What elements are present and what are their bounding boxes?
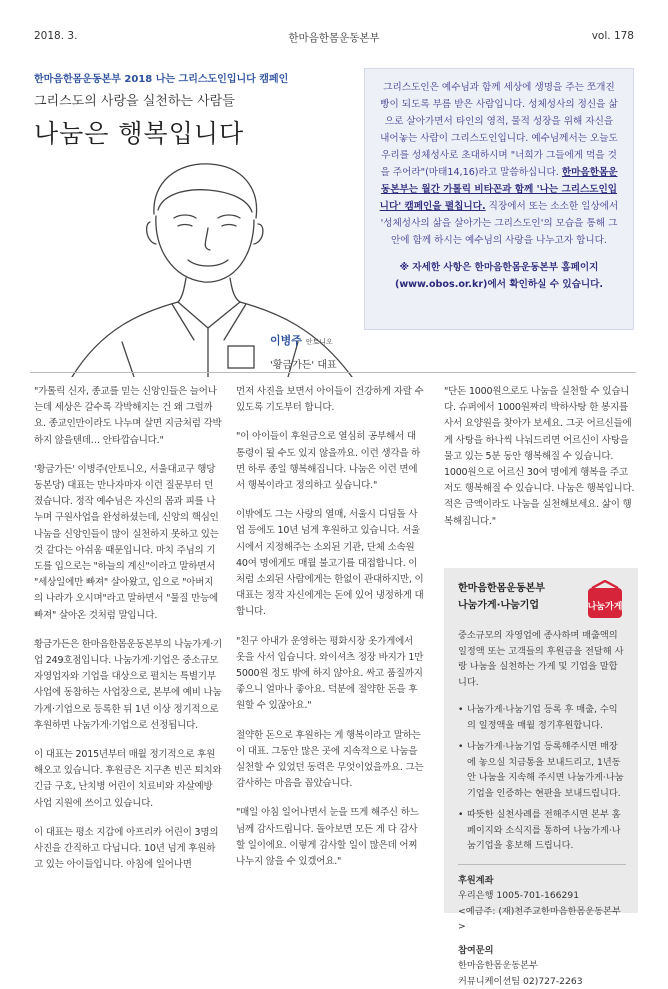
paragraph: 이 대표는 2015년부터 매월 정기적으로 후원해오고 있습니다. 후원금은 지구촌 빈곤 퇴치와 긴급 구호, 난치병 어린이 치료비와 자살예방 사업 지원에 쓰이고 있습니다. [34, 747, 222, 812]
campaign-intro-box [364, 68, 634, 330]
logo-label: 나눔가게 [588, 600, 623, 612]
article-title: 나눔은 행복입니다 [34, 114, 244, 150]
issue-date: 2018. 3. [34, 30, 77, 42]
account-number: 우리은행 1005-701-166291 [458, 888, 626, 904]
issue-volume: vol. 178 [592, 30, 634, 42]
article-subtitle: 그리스도의 사랑을 실천하는 사람들 [34, 90, 235, 109]
header-org: 한마음한몸운동본부 [0, 30, 668, 45]
intro-text: 그리스도인은 예수님과 함께 세상에 생명을 주는 쪼개진 빵이 되도록 부름 받은 사람입니다. 성체성사의 정신을 삶으로 살아가면서 타인의 영적, 물적 성장을 위해 자신을 내어놓는 사람이 그리스도인입니다. 예수님께서는 오늘도 우리를 성체성사로 초대하시며 "너희가 그들에게 먹을 것을 주어라"(마태14,16)라고 말씀하십니다. [380, 82, 618, 178]
paragraph: 이 대표는 평소 지갑에 아프리카 어린이 3명의 사진을 간직하고 다닙니다. 10년 넘게 후원하고 있는 아이들입니다. 아침에 일어나면 [34, 825, 222, 874]
person-name: 이병주 [270, 334, 302, 347]
intro-note: ※ 자세한 사항은 한마음한몸운동본부 홈페이지(www.obos.or.kr)에서 확인하실 수 있습니다. [379, 259, 619, 293]
paragraph: "이 아이들이 후원금으로 열심히 공부해서 대통령이 될 수도 있지 않을까요. 이런 생각을 하면 하루 종일 행복해집니다. 나눔은 이런 면에서 행복이라고 정의하고 싶습니다." [236, 429, 424, 494]
paragraph: 먼저 사진을 보면서 아이들이 건강하게 자랄 수 있도록 기도부터 합니다. [236, 384, 424, 416]
sharing-store-logo-icon [586, 580, 624, 620]
paragraph: 절약한 돈으로 후원하는 게 행복이라고 말하는 이 대표. 그동안 많은 곳에 지속적으로 나눔을 실천할 수 있었던 동력은 무엇이었을까요. 그는 감사하는 마음을 꼽았습니다. [236, 728, 424, 793]
infobox-description: 중소규모의 자영업에 종사하며 매출액의 일정액 또는 고객들의 후원금을 전달해 사랑 나눔을 실천하는 가게 및 기업을 말합니다. [458, 628, 626, 690]
infobox-divider [458, 864, 626, 865]
infobox-list [458, 702, 626, 854]
inquiry-org: 한마음한몸운동본부 [458, 958, 626, 974]
inquiry-phone: 커뮤니케이션팀 02)727-2263 [458, 974, 626, 989]
person-role: '황금가든' 대표 [270, 356, 390, 371]
paragraph: "가톨릭 신자, 종교를 믿는 신앙인들은 늘어나는데 세상은 갈수록 각박해지는 건 왜 그럴까요. 종교인만이라도 나누며 살면 지금처럼 각박하지 않을텐데… 안타깝습니다." [34, 384, 222, 449]
paragraph: "친구 아내가 운영하는 평화시장 옷가게에서 옷을 사서 입습니다. 와이셔츠 정장 바지가 1만 5000원 정도 밖에 하지 않아요. 싸고 품질까지 좋으니 얼마나 좋아요. 덕분에 절약한 돈을 후원할 수 있잖아요." [236, 634, 424, 715]
person-baptismal-name: 안토니오 [306, 338, 333, 346]
infobox-title: 나눔가게·나눔기업 [458, 597, 626, 614]
campaign-kicker: 한마음한몸운동본부 2018 나는 그리스도인입니다 캠페인 [34, 70, 288, 85]
sharing-store-infobox [444, 568, 638, 913]
inquiry-heading: 참여문의 [458, 943, 626, 959]
intro-highlight: 한마음한몸운동본부는 월간 가톨릭 비타꼰과 함께 '나는 그리스도인입니다' 캠페인을 펼칩니다. [380, 167, 618, 212]
list-item: • 따뜻한 실천사례를 전해주시면 본부 홈페이지와 소식지를 통하여 나눔가게·나눔기업을 홍보해 드립니다. [458, 807, 626, 854]
paragraph: 황금가든은 한마음한몸운동본부의 나눔가게·기업 249호점입니다. 나눔가게·기업은 중소규모 자영업자와 기업을 대상으로 펼치는 특별기부 사업에 동참하는 사업장으로, 본부에 예비 나눔가게·기업으로 등록한 뒤 1년 이상 정기적으로 후원하면 나눔가게·기업으로 선정됩니다. [34, 637, 222, 734]
list-item: • 나눔가게·나눔기업 등록해주시면 매장에 놓으실 치금통을 보내드리고, 1년동안 나눔을 지속해 주시면 나눔가게·나눔기업을 인증하는 현판을 보내드립니다. [458, 739, 626, 801]
article-column-3 [444, 384, 638, 543]
section-divider [30, 372, 636, 373]
account-heading: 후원계좌 [458, 873, 626, 889]
account-owner: <예금주: (재)천주교한마음한몸운동본부> [458, 904, 626, 935]
article-column-1 [34, 384, 222, 886]
person-caption [270, 332, 390, 371]
paragraph: "매일 아침 일어나면서 눈을 뜨게 해주신 하느님께 감사드립니다. 돌아보면 모든 게 다 감사할 일이에요. 이렇게 감사할 일이 많은데 어찌 나누지 않을 수 있겠어요." [236, 805, 424, 870]
paragraph: 이밖에도 그는 사랑의 열매, 서울시 디딤돌 사업 등에도 10년 넘게 후원하고 있습니다. 서울시에서 지정해주는 소외된 기관, 단체 소속원 40여 명에게도 매월 불고기를 대접합니다. 이처럼 소외된 사람에게는 한없이 관대하지만, 이 대표는 정작 자신에게는 돈에 있어 냉정하게 대합니다. [236, 507, 424, 620]
article-column-2 [236, 384, 424, 883]
paragraph: '황금가든' 이병주(안토니오, 서울대교구 행당동본당) 대표는 만나자마자 이런 질문부터 던졌습니다. 정작 예수님은 자신의 몸과 피를 나누며 구원사업을 완성하셨는데, 신앙의 핵심인 나눔을 신앙인들이 많이 실천하지 못하고 있는 것 같다는 아쉬움 때문입니다. 마치 주님의 기도를 입으로는 "하늘의 계신"이라고 말하면서 "세상일에만 빠져" 살아왔고, 입으로 "아버지의 나라가 오시며"라고 말하면서 "물질 만능에 빠져" 살아온 것처럼 말입니다. [34, 462, 222, 624]
intro-text-end: 직장에서 또는 소소한 일상에서 '성체성사의 삶을 살아가는 그리스도인'의 모습을 통해 그 안에 함께 하시는 예수님의 사랑을 나누고자 합니다. [381, 201, 619, 246]
paragraph: "단돈 1000원으로도 나눔을 실천할 수 있습니다. 슈퍼에서 1000원짜리 박하사탕 한 봉지를 사서 요양원을 찾아가 보세요. 그곳 어르신들에게 사탕을 하나씩 나눠드리면 어르신이 사탕을 물고 있는 5분 동안 행복해질 수 있습니다. 1000원으로 어르신 30여 명에게 행복을 주고 저도 행복해질 수 있습니다. 나눔은 행복입니다. 적은 금액이라도 나눔을 실천해보세요. 삶이 행복해집니다." [444, 384, 638, 530]
list-item: • 나눔가게·나눔기업 등록 후 매출, 수익의 일정액을 매월 정기후원합니다. [458, 702, 626, 733]
infobox-title-org: 한마음한몸운동본부 [458, 580, 626, 597]
